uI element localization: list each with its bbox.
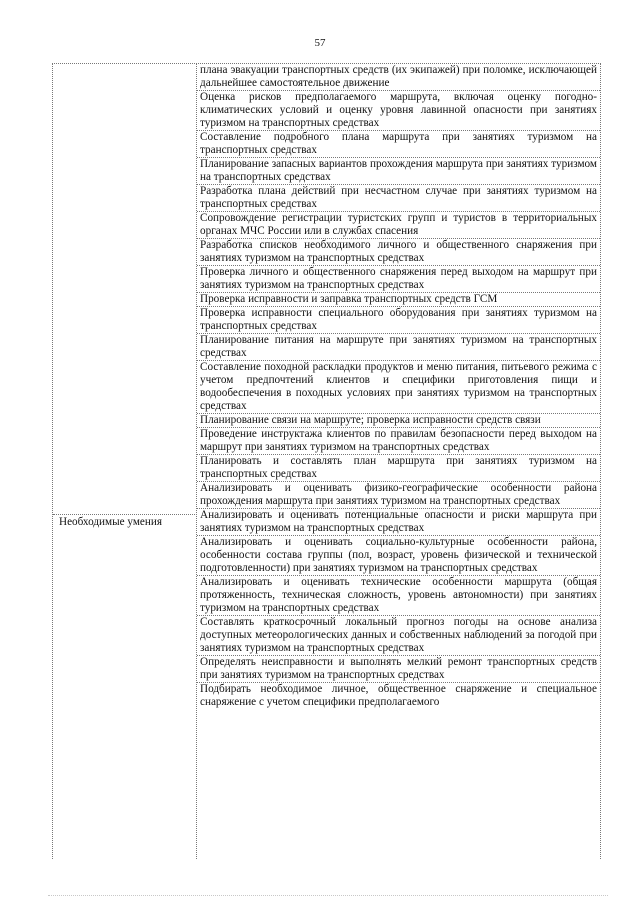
table-row [197,509,600,536]
scan-artifact-line [48,895,608,900]
row-text: Проверка исправности специального оборудования при занятиях туризмом на транспортных средствах [200,307,597,332]
table-row [197,185,600,212]
table-row [197,428,600,455]
row-text: Подбирать необходимое личное, общественное снаряжение и специальное снаряжение с учетом специфики предполагаемого [200,683,597,708]
table-row [197,656,600,683]
table-row [197,266,600,293]
row-text: Планирование запасных вариантов прохождения маршрута при занятиях туризмом на транспортных средствах [200,158,597,183]
table-row [197,334,600,361]
table-row [197,239,600,266]
row-text: плана эвакуации транспортных средств (их экипажей) при поломке, исключающей дальнейшее самостоятельное движение [200,64,597,89]
row-text: Анализировать и оценивать физико-географические особенности района прохождения маршрута при занятиях туризмом на транспортных средствах [200,482,597,507]
table-row [197,307,600,334]
right-column [197,64,600,709]
table-row [197,414,600,428]
skills-label: Необходимые умения [59,516,162,528]
row-text: Планирование питания на маршруте при занятиях туризмом на транспортных средствах [200,334,597,359]
page-number: 57 [314,37,326,49]
table-row [197,576,600,616]
row-text: Планировать и составлять план маршрута при занятиях туризмом на транспортных средствах [200,455,597,480]
left-column [53,64,197,859]
row-text: Разработка плана действий при несчастном случае при занятиях туризмом на транспортных средствах [200,185,597,210]
table-row [197,455,600,482]
table-row [197,64,600,91]
table-row [197,158,600,185]
row-text: Проверка исправности и заправка транспортных средств ГСМ [200,293,498,305]
table-row [197,616,600,656]
table-row [197,536,600,576]
table-row [197,293,600,307]
competency-table [52,63,601,859]
table-row [197,212,600,239]
row-text: Составлять краткосрочный локальный прогноз погоды на основе анализа доступных метеорологических данных и собственных наблюдений за погодой при занятиях туризмом на транспортных средствах [200,616,597,654]
row-text: Составление подробного плана маршрута при занятиях туризмом на транспортных средствах [200,131,597,156]
table-row [197,482,600,509]
row-text: Планирование связи на маршруте; проверка исправности средств связи [200,414,541,426]
row-text: Анализировать и оценивать потенциальные опасности и риски маршрута при занятиях туризмом на транспортных средствах [200,509,597,534]
table-row [197,131,600,158]
skills-divider [53,514,197,515]
row-text: Разработка списков необходимого личного и общественного снаряжения при занятиях туризмом на транспортных средствах [200,239,597,264]
table-row [197,91,600,131]
row-text: Сопровождение регистрации туристских групп и туристов в территориальных органах МЧС России или в службах спасения [200,212,597,237]
table-row [197,361,600,414]
row-text: Составление походной раскладки продуктов и меню питания, питьевого режима с учетом предпочтений клиентов и специфики приготовления пищи и водообеспечения в походных условиях при занятиях туризмом на транспортных средствах [200,361,597,412]
row-text: Определять неисправности и выполнять мелкий ремонт транспортных средств при занятиях туризмом на транспортных средствах [200,656,597,681]
row-text: Оценка рисков предполагаемого маршрута, включая оценку погодно-климатических условий и оценку уровня лавинной опасности при занятиях туризмом на транспортных средствах [200,91,597,129]
row-text: Проверка личного и общественного снаряжения перед выходом на маршрут при занятиях туризмом на транспортных средствах [200,266,597,291]
table-row [197,683,600,709]
row-text: Анализировать и оценивать технические особенности маршрута (общая протяженность, техническая сложность, уровень автономности) при занятиях туризмом на транспортных средствах [200,576,597,614]
row-text: Проведение инструктажа клиентов по правилам безопасности перед выходом на маршрут при занятиях туризмом на транспортных средствах [200,428,597,453]
row-text: Анализировать и оценивать социально-культурные особенности района, особенности состава группы (пол, возраст, уровень физической и технической подготовленности) при занятиях туризмом на транспортных средствах [200,536,597,574]
